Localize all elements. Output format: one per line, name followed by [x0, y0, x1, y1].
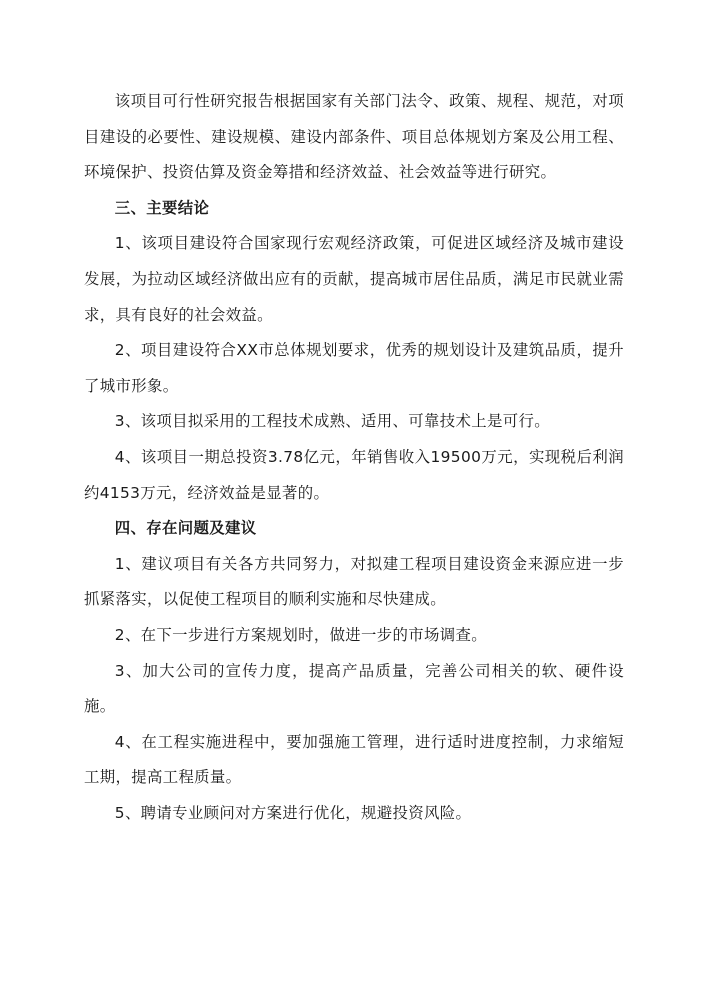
section-heading-conclusions: 三、主要结论 — [114, 198, 210, 217]
suggestion-item-5: 5、聘请专业顾问对方案进行优化，规避投资风险。 — [114, 803, 472, 822]
suggestion-item-2: 2、在下一步进行方案规划时，做进一步的市场调查。 — [114, 625, 487, 644]
conclusion-item-3: 3、该项目拟采用的工程技术成熟、适用、可靠技术上是可行。 — [114, 412, 550, 431]
conclusion-item-2: 2、项目建设符合XX市总体规划要求，优秀的规划设计及建筑品质，提升了城市形象。 — [84, 341, 624, 395]
suggestion-item-3: 3、加大公司的宣传力度，提高产品质量，完善公司相关的软、硬件设施。 — [84, 661, 624, 716]
suggestion-item-4: 4、在工程实施进程中，要加强施工管理，进行适时进度控制，力求缩短工期，提高工程质量。 — [84, 732, 624, 787]
document-body — [84, 84, 624, 831]
conclusion-item-4: 4、该项目一期总投资3.78亿元，年销售收入19500万元，实现税后利润约4153万元，经济效益是显著的。 — [84, 447, 624, 502]
suggestion-item-1: 1、建议项目有关各方共同努力，对拟建工程项目建设资金来源应进一步抓紧落实，以促使工程项目的顺利实施和尽快建成。 — [84, 554, 624, 609]
conclusion-item-1: 1、该项目建设符合国家现行宏观经济政策，可促进区域经济及城市建设发展，为拉动区域经济做出应有的贡献，提高城市居住品质，满足市民就业需求，具有良好的社会效益。 — [84, 234, 624, 324]
section-heading-issues: 四、存在问题及建议 — [114, 519, 257, 538]
intro-paragraph: 该项目可行性研究报告根据国家有关部门法令、政策、规程、规范，对项目建设的必要性、建设规模、建设内部条件、项目总体规划方案及公用工程、环境保护、投资估算及资金筹措和经济效益、社会效益等进行研究。 — [84, 92, 624, 182]
